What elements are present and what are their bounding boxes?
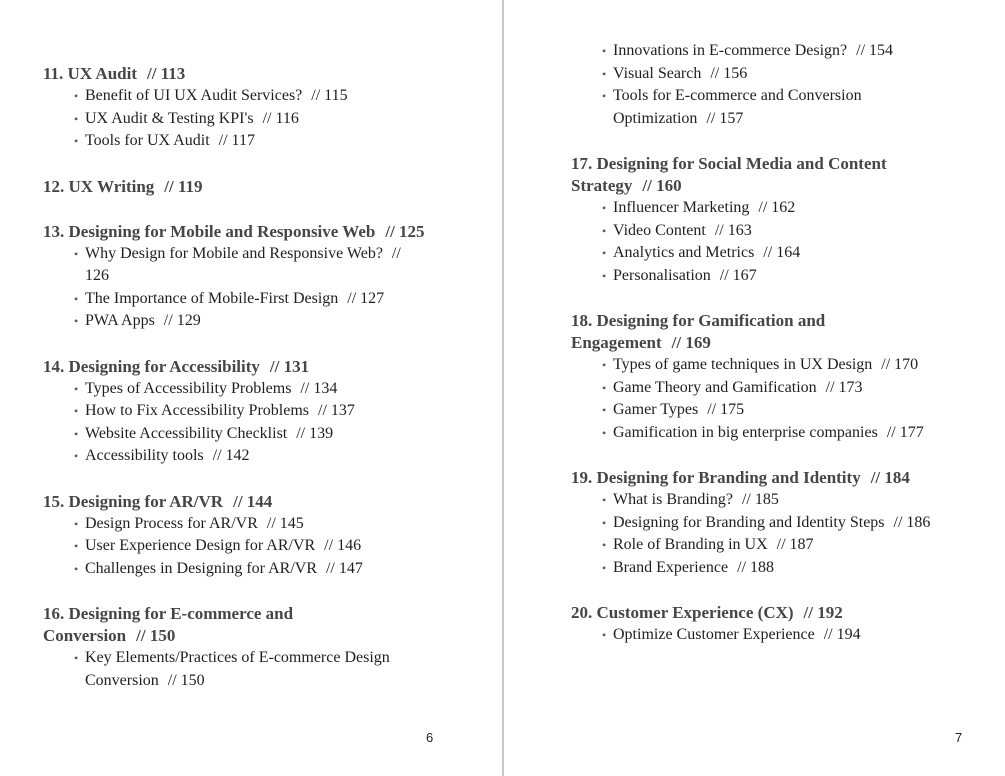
chapter-title-text: 16. Designing for E-commerce and Conversion	[43, 604, 294, 645]
section-list	[43, 243, 438, 333]
chapter-title[interactable]	[571, 467, 991, 489]
chapter-page-ref: // 150	[136, 626, 176, 645]
section-title: Types of Accessibility Problems	[85, 379, 292, 397]
toc-chapter	[571, 467, 971, 579]
toc-chapter	[43, 491, 438, 581]
chapter-page-ref: // 113	[147, 64, 186, 83]
toc-chapter	[43, 356, 438, 468]
section-list	[43, 513, 438, 581]
toc-chapter	[43, 603, 438, 692]
section-list	[43, 647, 438, 692]
chapter-title-text: 17. Designing for Social Media and Content Strategy	[571, 154, 887, 195]
section-title: Tools for E-commerce and Conversion Optimization	[613, 87, 862, 127]
section-title: Website Accessibility Checklist	[85, 424, 288, 442]
section-title: Personalisation	[613, 266, 711, 284]
section-page-ref: // 126	[85, 244, 401, 284]
section-item[interactable]	[602, 220, 971, 243]
chapter-title[interactable]	[571, 602, 971, 624]
section-item[interactable]	[74, 445, 438, 468]
section-item[interactable]	[602, 40, 971, 63]
chapter-page-ref: // 144	[233, 491, 273, 511]
section-list	[571, 40, 971, 130]
section-title: Video Content	[613, 221, 706, 239]
section-item[interactable]	[602, 85, 893, 130]
section-item[interactable]	[602, 242, 971, 265]
section-title: Key Elements/Practices of E-commerce Design Conversion	[85, 649, 390, 689]
section-item[interactable]	[74, 378, 438, 401]
left-page	[0, 0, 502, 776]
toc-right	[571, 40, 971, 670]
section-list	[571, 624, 971, 647]
section-list	[571, 489, 971, 579]
chapter-title-text: 18. Designing for Gamification and Engagement	[571, 311, 826, 352]
section-title: Game Theory and Gamification	[613, 378, 817, 396]
chapter-page-ref: // 160	[642, 176, 682, 195]
chapter-title-text: 11. UX Audit	[43, 64, 137, 83]
section-page-ref: // 154	[856, 42, 894, 59]
section-item[interactable]	[602, 377, 971, 400]
section-page-ref: // 173	[825, 378, 863, 396]
section-title: Gamification in big enterprise companies	[613, 423, 878, 441]
chapter-page-ref: // 184	[870, 468, 910, 487]
right-page	[504, 0, 1005, 776]
chapter-title-text: 13. Designing for Mobile and Responsive Web	[43, 221, 376, 241]
section-page-ref: // 147	[325, 559, 363, 577]
section-item[interactable]	[602, 489, 1005, 512]
section-item[interactable]	[602, 512, 1005, 535]
section-page-ref: // 142	[212, 447, 250, 464]
section-title: Visual Search	[613, 64, 702, 82]
chapter-title[interactable]	[43, 356, 438, 378]
section-title: Why Design for Mobile and Responsive Web?	[85, 244, 383, 262]
chapter-title[interactable]	[43, 491, 438, 513]
section-page-ref: // 164	[763, 244, 801, 261]
chapter-page-ref: // 192	[803, 603, 843, 622]
section-page-ref: // 167	[719, 266, 757, 284]
toc-chapter-continued	[571, 40, 971, 130]
section-item[interactable]	[74, 513, 438, 536]
toc-chapter	[43, 221, 438, 333]
chapter-title[interactable]	[43, 603, 333, 647]
chapter-title[interactable]	[43, 176, 438, 198]
section-list	[43, 378, 438, 468]
chapter-title[interactable]	[43, 63, 438, 85]
section-title: Types of game techniques in UX Design	[613, 356, 873, 373]
chapter-page-ref: // 131	[269, 356, 310, 376]
section-page-ref: // 163	[714, 221, 752, 239]
section-title: Brand Experience	[613, 558, 729, 576]
section-title: Gamer Types	[613, 401, 699, 418]
section-item[interactable]	[602, 399, 971, 422]
page-number: 7	[955, 730, 963, 745]
section-list	[571, 197, 971, 287]
section-page-ref: // 156	[710, 64, 748, 82]
section-page-ref: // 162	[758, 199, 796, 216]
section-page-ref: // 115	[311, 87, 348, 104]
chapter-title-text: 20. Customer Experience (CX)	[571, 603, 794, 622]
section-item[interactable]	[602, 197, 971, 220]
section-page-ref: // 139	[296, 424, 334, 442]
section-title: User Experience Design for AR/VR	[85, 537, 316, 554]
chapter-title[interactable]	[571, 153, 916, 197]
section-page-ref: // 185	[741, 491, 779, 508]
section-title: Innovations in E-commerce Design?	[613, 42, 848, 59]
section-page-ref: // 116	[262, 109, 299, 127]
section-page-ref: // 150	[167, 671, 205, 689]
section-item[interactable]	[74, 85, 438, 108]
section-title: PWA Apps	[85, 312, 155, 329]
section-title: Design Process for AR/VR	[85, 514, 258, 532]
section-list	[43, 85, 438, 153]
chapter-page-ref: // 119	[164, 176, 203, 196]
section-page-ref: // 187	[776, 536, 814, 553]
section-item[interactable]	[74, 535, 438, 558]
toc-chapter	[571, 602, 971, 647]
section-title: Analytics and Metrics	[613, 244, 755, 261]
section-title: Designing for Branding and Identity Steps	[613, 513, 885, 531]
section-page-ref: // 137	[318, 402, 355, 419]
section-title: UX Audit & Testing KPI's	[85, 109, 254, 127]
chapter-title[interactable]	[43, 221, 438, 243]
section-title: Tools for UX Audit	[85, 132, 210, 149]
toc-left	[43, 63, 438, 715]
section-list	[571, 354, 971, 444]
chapter-title-text: 12. UX Writing	[43, 176, 155, 196]
section-title: Role of Branding in UX	[613, 536, 768, 553]
toc-chapter	[43, 63, 438, 153]
section-title: Challenges in Designing for AR/VR	[85, 559, 317, 577]
section-item[interactable]	[74, 130, 438, 153]
section-page-ref: // 194	[823, 626, 861, 643]
section-item[interactable]	[74, 288, 438, 311]
section-item[interactable]	[602, 265, 971, 288]
section-item[interactable]	[602, 63, 971, 86]
section-page-ref: // 129	[163, 312, 201, 329]
page-number: 6	[426, 730, 434, 745]
section-item[interactable]	[74, 558, 438, 581]
section-page-ref: // 146	[324, 537, 362, 554]
section-item[interactable]	[74, 423, 438, 446]
section-title: Accessibility tools	[85, 447, 204, 464]
section-page-ref: // 177	[886, 423, 924, 441]
section-page-ref: // 170	[881, 356, 919, 373]
section-title: The Importance of Mobile-First Design	[85, 289, 339, 307]
section-page-ref: // 175	[707, 401, 745, 418]
section-page-ref: // 134	[300, 379, 338, 397]
section-title: Influencer Marketing	[613, 199, 750, 216]
section-page-ref: // 186	[893, 513, 931, 531]
section-page-ref: // 117	[218, 132, 255, 149]
section-title: Optimize Customer Experience	[613, 626, 815, 643]
chapter-title-text: 15. Designing for AR/VR	[43, 491, 224, 511]
section-page-ref: // 127	[347, 289, 385, 307]
section-page-ref: // 145	[266, 514, 304, 532]
section-item[interactable]	[602, 422, 971, 445]
section-page-ref: // 188	[737, 558, 774, 576]
chapter-title-text: 19. Designing for Branding and Identity	[571, 468, 861, 487]
section-item[interactable]	[74, 310, 438, 333]
chapter-title[interactable]	[571, 310, 861, 354]
section-page-ref: // 157	[706, 109, 744, 127]
section-item[interactable]	[602, 534, 971, 557]
section-item[interactable]	[74, 647, 405, 692]
section-item[interactable]	[602, 557, 971, 580]
section-title: How to Fix Accessibility Problems	[85, 402, 309, 419]
section-item[interactable]	[74, 243, 438, 288]
section-item[interactable]	[74, 400, 438, 423]
chapter-page-ref: // 125	[385, 221, 425, 241]
toc-chapter	[43, 176, 438, 198]
section-title: Benefit of UI UX Audit Services?	[85, 87, 303, 104]
section-item[interactable]	[602, 354, 971, 377]
chapter-page-ref: // 169	[671, 333, 711, 352]
chapter-title-text: 14. Designing for Accessibility	[43, 356, 260, 376]
toc-chapter	[571, 310, 971, 444]
toc-chapter	[571, 153, 971, 287]
section-item[interactable]	[602, 624, 971, 647]
section-title: What is Branding?	[613, 491, 733, 508]
section-item[interactable]	[74, 108, 438, 131]
